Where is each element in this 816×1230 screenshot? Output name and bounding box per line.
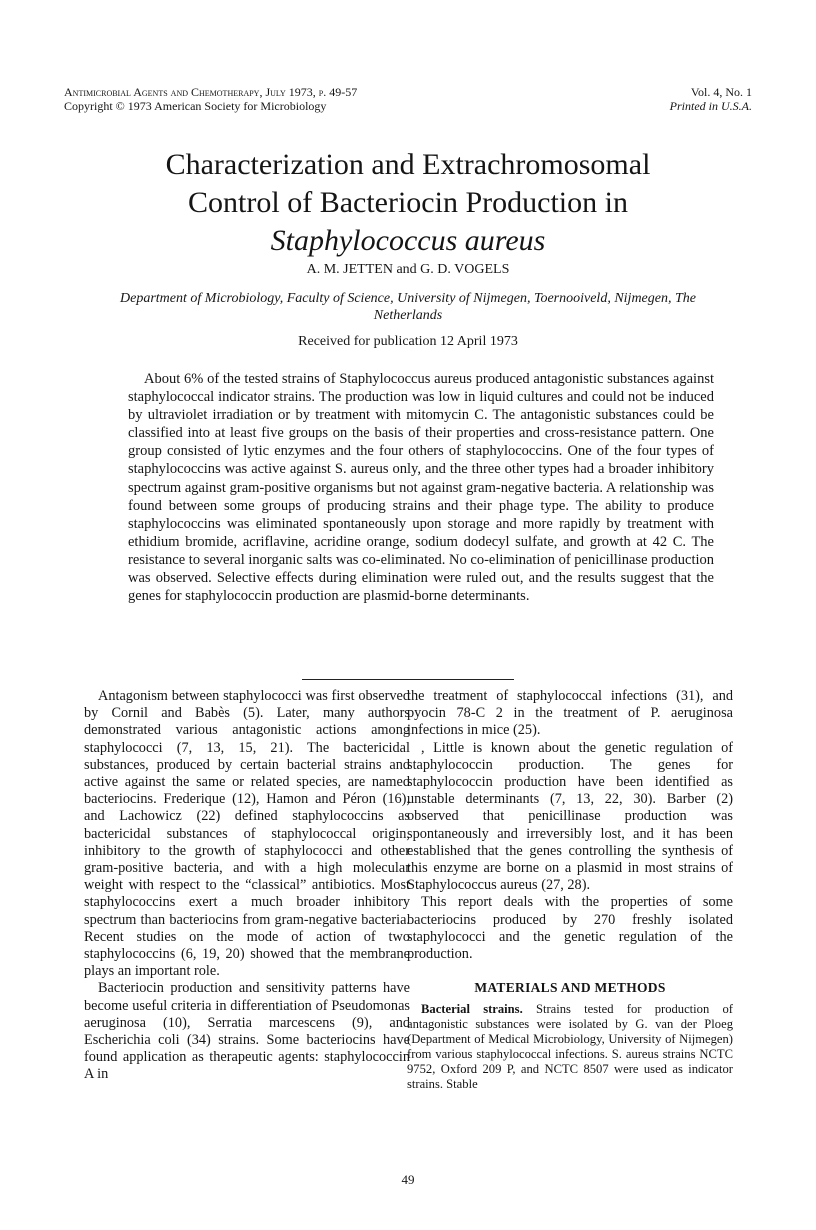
journal-line: Antimicrobial Agents and Chemotherapy, July 1973, p. 49-57 (64, 85, 358, 99)
right-column (407, 688, 733, 1092)
received-date: Received for publication 12 April 1973 (298, 334, 518, 349)
printed-line: Printed in U.S.A. (669, 99, 752, 113)
paragraph: the treatment of staphylococcal infections (31), and pyocin 78-C 2 in the treatment of P. aeruginosa infections in mice (25). (407, 688, 733, 739)
authors: A. M. JETTEN and G. D. VOGELS (306, 262, 510, 277)
title-line-2: Control of Bacteriocin Production in (188, 186, 628, 219)
volume-header (670, 85, 752, 113)
run-in-heading: Bacterial strains. (421, 1002, 523, 1017)
paragraph: This report deals with the properties of some bacteriocins produced by 270 freshly isolated staphylococci and the genetic regulation of the production. (407, 894, 733, 963)
journal-header (64, 85, 357, 113)
volume-line: Vol. 4, No. 1 (690, 85, 752, 99)
article-title (60, 146, 756, 260)
title-line-1: Characterization and Extrachromosomal (165, 148, 651, 181)
left-column (84, 688, 410, 1084)
abstract-divider (302, 679, 514, 680)
paragraph: Antagonism between staphylococci was first observed by Cornil and Babès (5). Later, many authors demonstrated various antagonistic actions among staphylococci (7, 13, 15, 21). The bactericidal substances, produced by certain bacterial strains and active against the same or related species, are named bacteriocins. Frederique (12), Hamon and Péron (16), and Lachowicz (22) defined staphylococcins as bactericidal substances of staphylococcal origin, inhibitory to the growth of staphylococci and other gram-positive bacteria, and with a high molecular weight with respect to the “classical” antibiotics. Most staphylococcins exert a much broader inhibitory spectrum than bacteriocins from gram-negative bacteria. Recent studies on the mode of action of two staphylococcins (6, 19, 20) showed that the membrane plays an important role. (84, 688, 410, 980)
paragraph: Bacteriocin production and sensitivity patterns have become useful criteria in differentiation of Pseudomonas aeruginosa (10), Serratia marcescens (9), and Escherichia coli (34) strains. Some bacteriocins have found application as therapeutic agents: staphylococcin A in (84, 980, 410, 1083)
page-number: 49 (401, 1172, 415, 1187)
section-heading: MATERIALS AND METHODS (474, 980, 666, 996)
copyright-line: Copyright © 1973 American Society for Microbiology (64, 99, 327, 113)
paragraph: , Little is known about the genetic regulation of staphylococcin production. The genes for staphylococcin production have been identified as unstable determinants (7, 13, 22, 30). Barber (2) observed that penicillinase production was spontaneously and irreversibly lost, and it has been established that the genes controlling the synthesis of this enzyme are borne on a plasmid in most strains of Staphylococcus aureus (27, 28). (407, 739, 733, 894)
affiliation: Department of Microbiology, Faculty of Science, University of Nijmegen, Toernooiveld, Nijmegen, The Netherlands (120, 291, 696, 323)
paragraph (407, 1002, 733, 1092)
title-line-3: Staphylococcus aureus (270, 224, 546, 257)
abstract: About 6% of the tested strains of Staphylococcus aureus produced antagonistic substances against staphylococcal indicator strains. The production was low in liquid cultures and could not be induced by ultraviolet irradiation or by treatment with mitomycin C. The antagonistic substances could be classified into at least five groups on the basis of their properties and cross-resistance pattern. One group consisted of lytic enzymes and the four others of staphylococcins. One of the four types of staphylococcins was active against S. aureus only, and the three other types had a broader inhibitory spectrum against gram-positive organisms but not against gram-negative bacteria. A relationship was found between some groups of producing strains and their phage type. The ability to produce staphylococcins was eliminated spontaneously upon storage and more rapidly by treatment with ethidium bromide, acriflavine, acridine orange, sodium dodecyl sulfate, and growth at 42 C. The resistance to several inorganic salts was co-eliminated. No co-elimination of penicillinase production was observed. Selective effects during elimination were ruled out, and the results suggest that the genes for staphylococcin production are plasmid-borne determinants. (128, 371, 714, 605)
paragraph-text: Strains tested for production of antagonistic substances were isolated by G. van der Ploeg (Department of Medical Microbiology, University of Nijmegen) from various staphylococcal infections. S. aureus strains NCTC 9752, Oxford 209 P, and NCTC 8507 were used as indicator strains. Stable (407, 1002, 734, 1092)
